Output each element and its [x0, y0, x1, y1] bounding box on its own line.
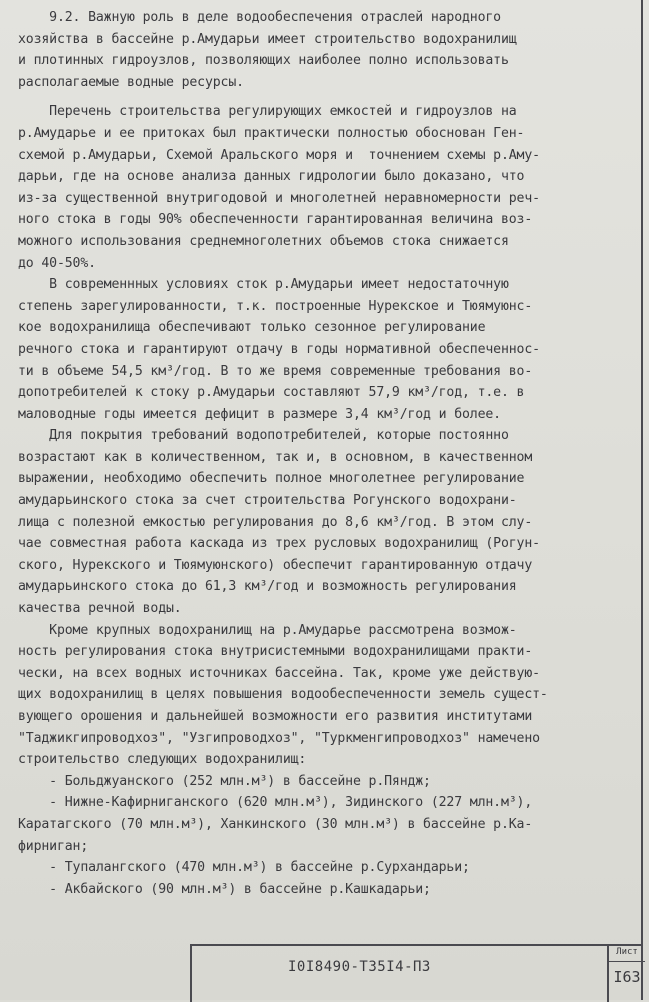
text-line: "Таджикгипроводхоз", "Узгипроводхоз", "Туркменгипроводхоз" намечено — [18, 730, 540, 746]
text-line: р.Амударье и ее притоках был практически полностью обоснован Ген- — [18, 125, 525, 141]
text-line: щих водохранилищ в целях повышения водообеспеченности земель сущест- — [18, 687, 548, 703]
text-line: Для покрытия требований водопотребителей, которые постоянно — [18, 428, 509, 444]
page-frame-border — [641, 0, 643, 1000]
text-line: Каратагского (70 млн.м³), Ханкинского (30 млн.м³) в бассейне р.Ка- — [18, 816, 533, 832]
text-line: чае совместная работа каскада из трех русловых водохранилищ (Рогун- — [18, 536, 540, 552]
text-line: ность регулирования стока внутрисистемными водохранилищами практи- — [18, 644, 533, 660]
text-line: строительство следующих водохранилищ: — [18, 752, 307, 768]
text-line: выражении, необходимо обеспечить полное многолетнее регулирование — [18, 471, 525, 487]
text-line: - Акбайского (90 млн.м³) в бассейне р.Кашкадарьи; — [18, 881, 431, 897]
sheet-label: Лист — [609, 947, 645, 962]
text-line: из-за существенной внутригодовой и многолетней неравномерности реч- — [18, 190, 540, 206]
text-line: кое водохранилища обеспечивают только сезонное регулирование — [18, 320, 486, 336]
text-line: - Нижне-Кафирниганского (620 млн.м³), Зидинского (227 млн.м³), — [18, 795, 533, 811]
text-line: вующего орошения и дальнейшей возможности его развития институтами — [18, 709, 533, 724]
document-code: I0I8490-Т35I4-ПЗ — [288, 959, 431, 975]
text-line: амударьинского стока до 61,3 км³/год и возможность регулирования — [18, 579, 517, 595]
document-body-text — [18, 7, 628, 900]
sheet-number-cell — [607, 946, 645, 1002]
text-line: лища с полезной емкостью регулирования до 8,6 км³/год. В этом слу- — [18, 514, 533, 530]
text-line: фирниган; — [18, 838, 89, 854]
text-line: ти в объеме 54,5 км³/год. В то же время современные требования во- — [18, 363, 533, 379]
text-line: и плотинных гидроузлов, позволяющих наиболее полно использовать — [18, 53, 509, 69]
text-line: чески, на всех водных источниках бассейна. Так, кроме уже действую- — [18, 665, 540, 681]
text-line: располагаемые водные ресурсы. — [18, 74, 244, 90]
sheet-number: I63 — [613, 968, 641, 986]
text-line: дарьи, где на основе анализа данных гидрологии было доказано, что — [18, 169, 525, 185]
text-line: ного стока в годы 90% обеспеченности гарантированная величина воз- — [18, 212, 533, 228]
text-line: до 40-50%. — [18, 255, 96, 271]
text-line: ского, Нурекского и Тюямуюнского) обеспечит гарантированную отдачу — [18, 557, 533, 573]
text-line: 9.2. Важную роль в деле водообеспечения отраслей народного — [18, 10, 501, 25]
text-line: качества речной воды. — [18, 601, 182, 617]
text-line: маловодные годы имеется дефицит в размере 3,4 км³/год и более. — [18, 406, 501, 422]
text-line: - Больджуанского (252 млн.м³) в бассейне р.Пяндж; — [18, 773, 431, 789]
text-line: речного стока и гарантируют отдачу в годы нормативной обеспеченнос- — [18, 341, 540, 357]
text-line: Кроме крупных водохранилищ на р.Амударье рассмотрена возмож- — [18, 622, 517, 638]
text-line: В современнных условиях сток р.Амударьи имеет недостаточную — [18, 277, 509, 293]
text-line: Перечень строительства регулирующих емкостей и гидроузлов на — [18, 104, 517, 120]
text-line — [18, 93, 628, 101]
text-line: - Тупалангского (470 млн.м³) в бассейне р.Сурхандарьи; — [18, 860, 470, 876]
text-line: степень зарегулированности, т.к. построенные Нурекское и Тюямуюнс- — [18, 298, 533, 314]
text-line: допотребителей к стоку р.Амударьи составляют 57,9 км³/год, т.е. в — [18, 385, 525, 401]
text-line: можного использования среднемноголетних объемов стока снижается — [18, 233, 509, 249]
text-line: хозяйства в бассейне р.Амударьи имеет строительство водохранилищ — [18, 31, 517, 47]
text-line: схемой р.Амударьи, Схемой Аральского моря и точнением схемы р.Аму- — [18, 147, 540, 163]
text-line: возрастают как в количественном, так и, в основном, в качественном — [18, 449, 533, 465]
text-line: амударьинского стока за счет строительства Рогунского водохрани- — [18, 493, 517, 509]
title-block-stamp — [190, 944, 643, 1002]
